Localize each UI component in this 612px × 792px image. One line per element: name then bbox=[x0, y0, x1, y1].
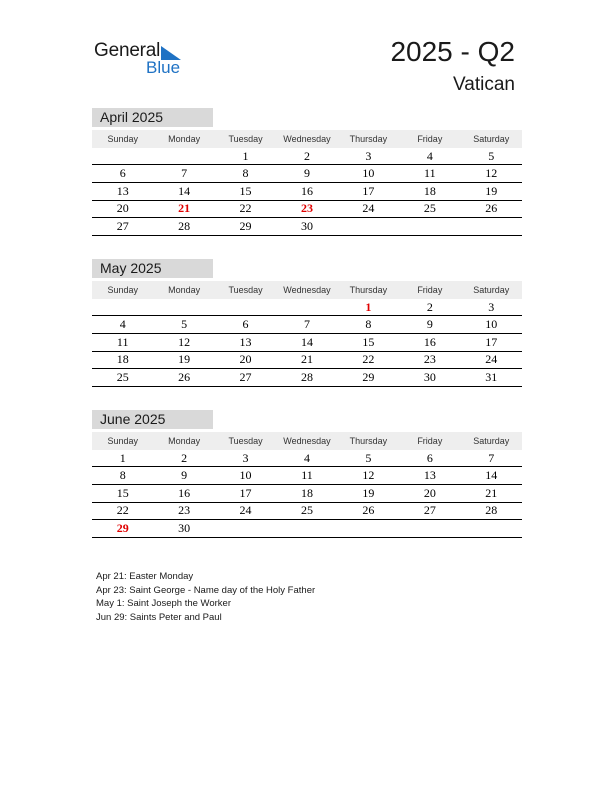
day-cell: 2 bbox=[153, 450, 214, 467]
day-cell: 16 bbox=[153, 484, 214, 502]
month-block-june bbox=[92, 410, 522, 538]
day-cell: 28 bbox=[461, 502, 522, 520]
day-cell bbox=[153, 299, 214, 316]
month-label: April 2025 bbox=[92, 108, 213, 127]
weekday-header: Monday bbox=[153, 432, 214, 450]
day-cell: 27 bbox=[92, 218, 153, 236]
day-cell: 21 bbox=[276, 351, 337, 369]
week-row bbox=[92, 467, 522, 485]
day-cell: 12 bbox=[461, 165, 522, 183]
day-cell: 1 bbox=[92, 450, 153, 467]
weekday-header: Thursday bbox=[338, 281, 399, 299]
country-name: Vatican bbox=[453, 74, 515, 95]
page-title: 2025 - Q2 bbox=[390, 36, 515, 67]
holiday-note: Apr 21: Easter Monday bbox=[96, 571, 194, 582]
day-cell: 27 bbox=[399, 502, 460, 520]
day-cell: 19 bbox=[153, 351, 214, 369]
day-cell bbox=[215, 520, 276, 538]
day-cell: 8 bbox=[92, 467, 153, 485]
weekday-header: Thursday bbox=[338, 130, 399, 148]
month-block-may bbox=[92, 259, 522, 387]
day-cell: 13 bbox=[215, 333, 276, 351]
holiday-note: May 1: Saint Joseph the Worker bbox=[96, 598, 231, 609]
day-cell: 11 bbox=[276, 467, 337, 485]
day-cell: 4 bbox=[92, 316, 153, 334]
week-row bbox=[92, 450, 522, 467]
day-cell: 2 bbox=[276, 148, 337, 165]
day-cell: 31 bbox=[461, 369, 522, 387]
week-row bbox=[92, 369, 522, 387]
day-cell bbox=[461, 218, 522, 236]
month-label: May 2025 bbox=[92, 259, 213, 278]
brand-logo bbox=[94, 40, 194, 80]
day-cell: 13 bbox=[399, 467, 460, 485]
day-cell: 10 bbox=[338, 165, 399, 183]
day-cell: 25 bbox=[276, 502, 337, 520]
day-cell: 10 bbox=[461, 316, 522, 334]
day-cell: 8 bbox=[338, 316, 399, 334]
logo-text-blue: Blue bbox=[146, 58, 181, 77]
day-cell: 20 bbox=[215, 351, 276, 369]
day-cell: 26 bbox=[153, 369, 214, 387]
weekday-header: Sunday bbox=[92, 130, 153, 148]
week-row bbox=[92, 148, 522, 165]
calendar-table bbox=[92, 130, 522, 236]
day-cell: 24 bbox=[215, 502, 276, 520]
calendar-table bbox=[92, 281, 522, 387]
day-cell: 21 bbox=[153, 200, 214, 218]
day-cell: 17 bbox=[338, 182, 399, 200]
day-cell: 1 bbox=[338, 299, 399, 316]
day-cell bbox=[338, 520, 399, 538]
day-cell bbox=[92, 148, 153, 165]
week-row bbox=[92, 502, 522, 520]
week-row bbox=[92, 520, 522, 538]
weekday-header: Friday bbox=[399, 432, 460, 450]
day-cell: 16 bbox=[399, 333, 460, 351]
day-cell: 5 bbox=[338, 450, 399, 467]
day-cell: 30 bbox=[153, 520, 214, 538]
day-cell bbox=[461, 520, 522, 538]
weekday-header: Sunday bbox=[92, 281, 153, 299]
holiday-note: Jun 29: Saints Peter and Paul bbox=[96, 611, 222, 623]
day-cell: 5 bbox=[461, 148, 522, 165]
month-label: June 2025 bbox=[92, 410, 213, 429]
day-cell: 8 bbox=[215, 165, 276, 183]
day-cell: 13 bbox=[92, 182, 153, 200]
day-cell: 28 bbox=[153, 218, 214, 236]
day-cell: 23 bbox=[399, 351, 460, 369]
day-cell: 1 bbox=[215, 148, 276, 165]
week-row bbox=[92, 299, 522, 316]
day-cell: 22 bbox=[215, 200, 276, 218]
day-cell: 22 bbox=[338, 351, 399, 369]
day-cell: 25 bbox=[92, 369, 153, 387]
day-cell: 25 bbox=[399, 200, 460, 218]
day-cell: 22 bbox=[92, 502, 153, 520]
day-cell: 30 bbox=[276, 218, 337, 236]
day-cell: 7 bbox=[153, 165, 214, 183]
holiday-note: Apr 23: Saint George - Name day of the Holy Father bbox=[96, 584, 316, 596]
holiday-notes bbox=[96, 570, 315, 624]
week-row bbox=[92, 182, 522, 200]
day-cell: 28 bbox=[276, 369, 337, 387]
weekday-header: Monday bbox=[153, 281, 214, 299]
day-cell: 16 bbox=[276, 182, 337, 200]
week-row bbox=[92, 218, 522, 236]
logo-text-general: General bbox=[94, 40, 161, 61]
day-cell: 15 bbox=[92, 484, 153, 502]
day-cell: 15 bbox=[338, 333, 399, 351]
day-cell: 3 bbox=[338, 148, 399, 165]
day-cell: 3 bbox=[215, 450, 276, 467]
day-cell: 18 bbox=[92, 351, 153, 369]
day-cell: 11 bbox=[399, 165, 460, 183]
day-cell: 26 bbox=[338, 502, 399, 520]
day-cell: 7 bbox=[461, 450, 522, 467]
day-cell: 18 bbox=[399, 182, 460, 200]
day-cell: 14 bbox=[276, 333, 337, 351]
day-cell bbox=[92, 299, 153, 316]
day-cell: 9 bbox=[399, 316, 460, 334]
day-cell: 26 bbox=[461, 200, 522, 218]
day-cell: 14 bbox=[461, 467, 522, 485]
day-cell: 15 bbox=[215, 182, 276, 200]
day-cell bbox=[338, 218, 399, 236]
day-cell bbox=[276, 520, 337, 538]
week-row bbox=[92, 200, 522, 218]
day-cell: 19 bbox=[461, 182, 522, 200]
day-cell: 2 bbox=[399, 299, 460, 316]
day-cell bbox=[399, 520, 460, 538]
day-cell: 6 bbox=[399, 450, 460, 467]
day-cell: 12 bbox=[153, 333, 214, 351]
weekday-header: Friday bbox=[399, 281, 460, 299]
day-cell: 7 bbox=[276, 316, 337, 334]
weekday-header: Tuesday bbox=[215, 432, 276, 450]
calendar-table bbox=[92, 432, 522, 538]
weekday-header: Friday bbox=[399, 130, 460, 148]
day-cell: 24 bbox=[338, 200, 399, 218]
day-cell: 19 bbox=[338, 484, 399, 502]
weekday-header: Saturday bbox=[461, 130, 522, 148]
day-cell: 29 bbox=[92, 520, 153, 538]
day-cell: 14 bbox=[153, 182, 214, 200]
day-cell: 12 bbox=[338, 467, 399, 485]
day-cell: 27 bbox=[215, 369, 276, 387]
day-cell: 21 bbox=[461, 484, 522, 502]
month-block-april bbox=[92, 108, 522, 236]
day-cell: 11 bbox=[92, 333, 153, 351]
weekday-header: Wednesday bbox=[276, 432, 337, 450]
weekday-header: Saturday bbox=[461, 432, 522, 450]
day-cell: 24 bbox=[461, 351, 522, 369]
day-cell: 4 bbox=[276, 450, 337, 467]
day-cell: 9 bbox=[276, 165, 337, 183]
weekday-header: Tuesday bbox=[215, 130, 276, 148]
day-cell bbox=[215, 299, 276, 316]
day-cell: 29 bbox=[215, 218, 276, 236]
day-cell bbox=[399, 218, 460, 236]
day-cell: 23 bbox=[276, 200, 337, 218]
day-cell bbox=[276, 299, 337, 316]
weekday-header: Wednesday bbox=[276, 130, 337, 148]
day-cell: 10 bbox=[215, 467, 276, 485]
day-cell: 6 bbox=[215, 316, 276, 334]
day-cell: 30 bbox=[399, 369, 460, 387]
week-row bbox=[92, 316, 522, 334]
day-cell: 23 bbox=[153, 502, 214, 520]
weekday-header: Thursday bbox=[338, 432, 399, 450]
weekday-header: Tuesday bbox=[215, 281, 276, 299]
weekday-header: Sunday bbox=[92, 432, 153, 450]
week-row bbox=[92, 351, 522, 369]
day-cell: 20 bbox=[399, 484, 460, 502]
day-cell: 6 bbox=[92, 165, 153, 183]
day-cell: 17 bbox=[461, 333, 522, 351]
day-cell: 29 bbox=[338, 369, 399, 387]
weekday-header: Wednesday bbox=[276, 281, 337, 299]
day-cell: 4 bbox=[399, 148, 460, 165]
day-cell: 3 bbox=[461, 299, 522, 316]
day-cell: 17 bbox=[215, 484, 276, 502]
day-cell: 9 bbox=[153, 467, 214, 485]
day-cell: 20 bbox=[92, 200, 153, 218]
week-row bbox=[92, 165, 522, 183]
weekday-header: Monday bbox=[153, 130, 214, 148]
week-row bbox=[92, 484, 522, 502]
day-cell: 18 bbox=[276, 484, 337, 502]
day-cell: 5 bbox=[153, 316, 214, 334]
week-row bbox=[92, 333, 522, 351]
weekday-header: Saturday bbox=[461, 281, 522, 299]
day-cell bbox=[153, 148, 214, 165]
